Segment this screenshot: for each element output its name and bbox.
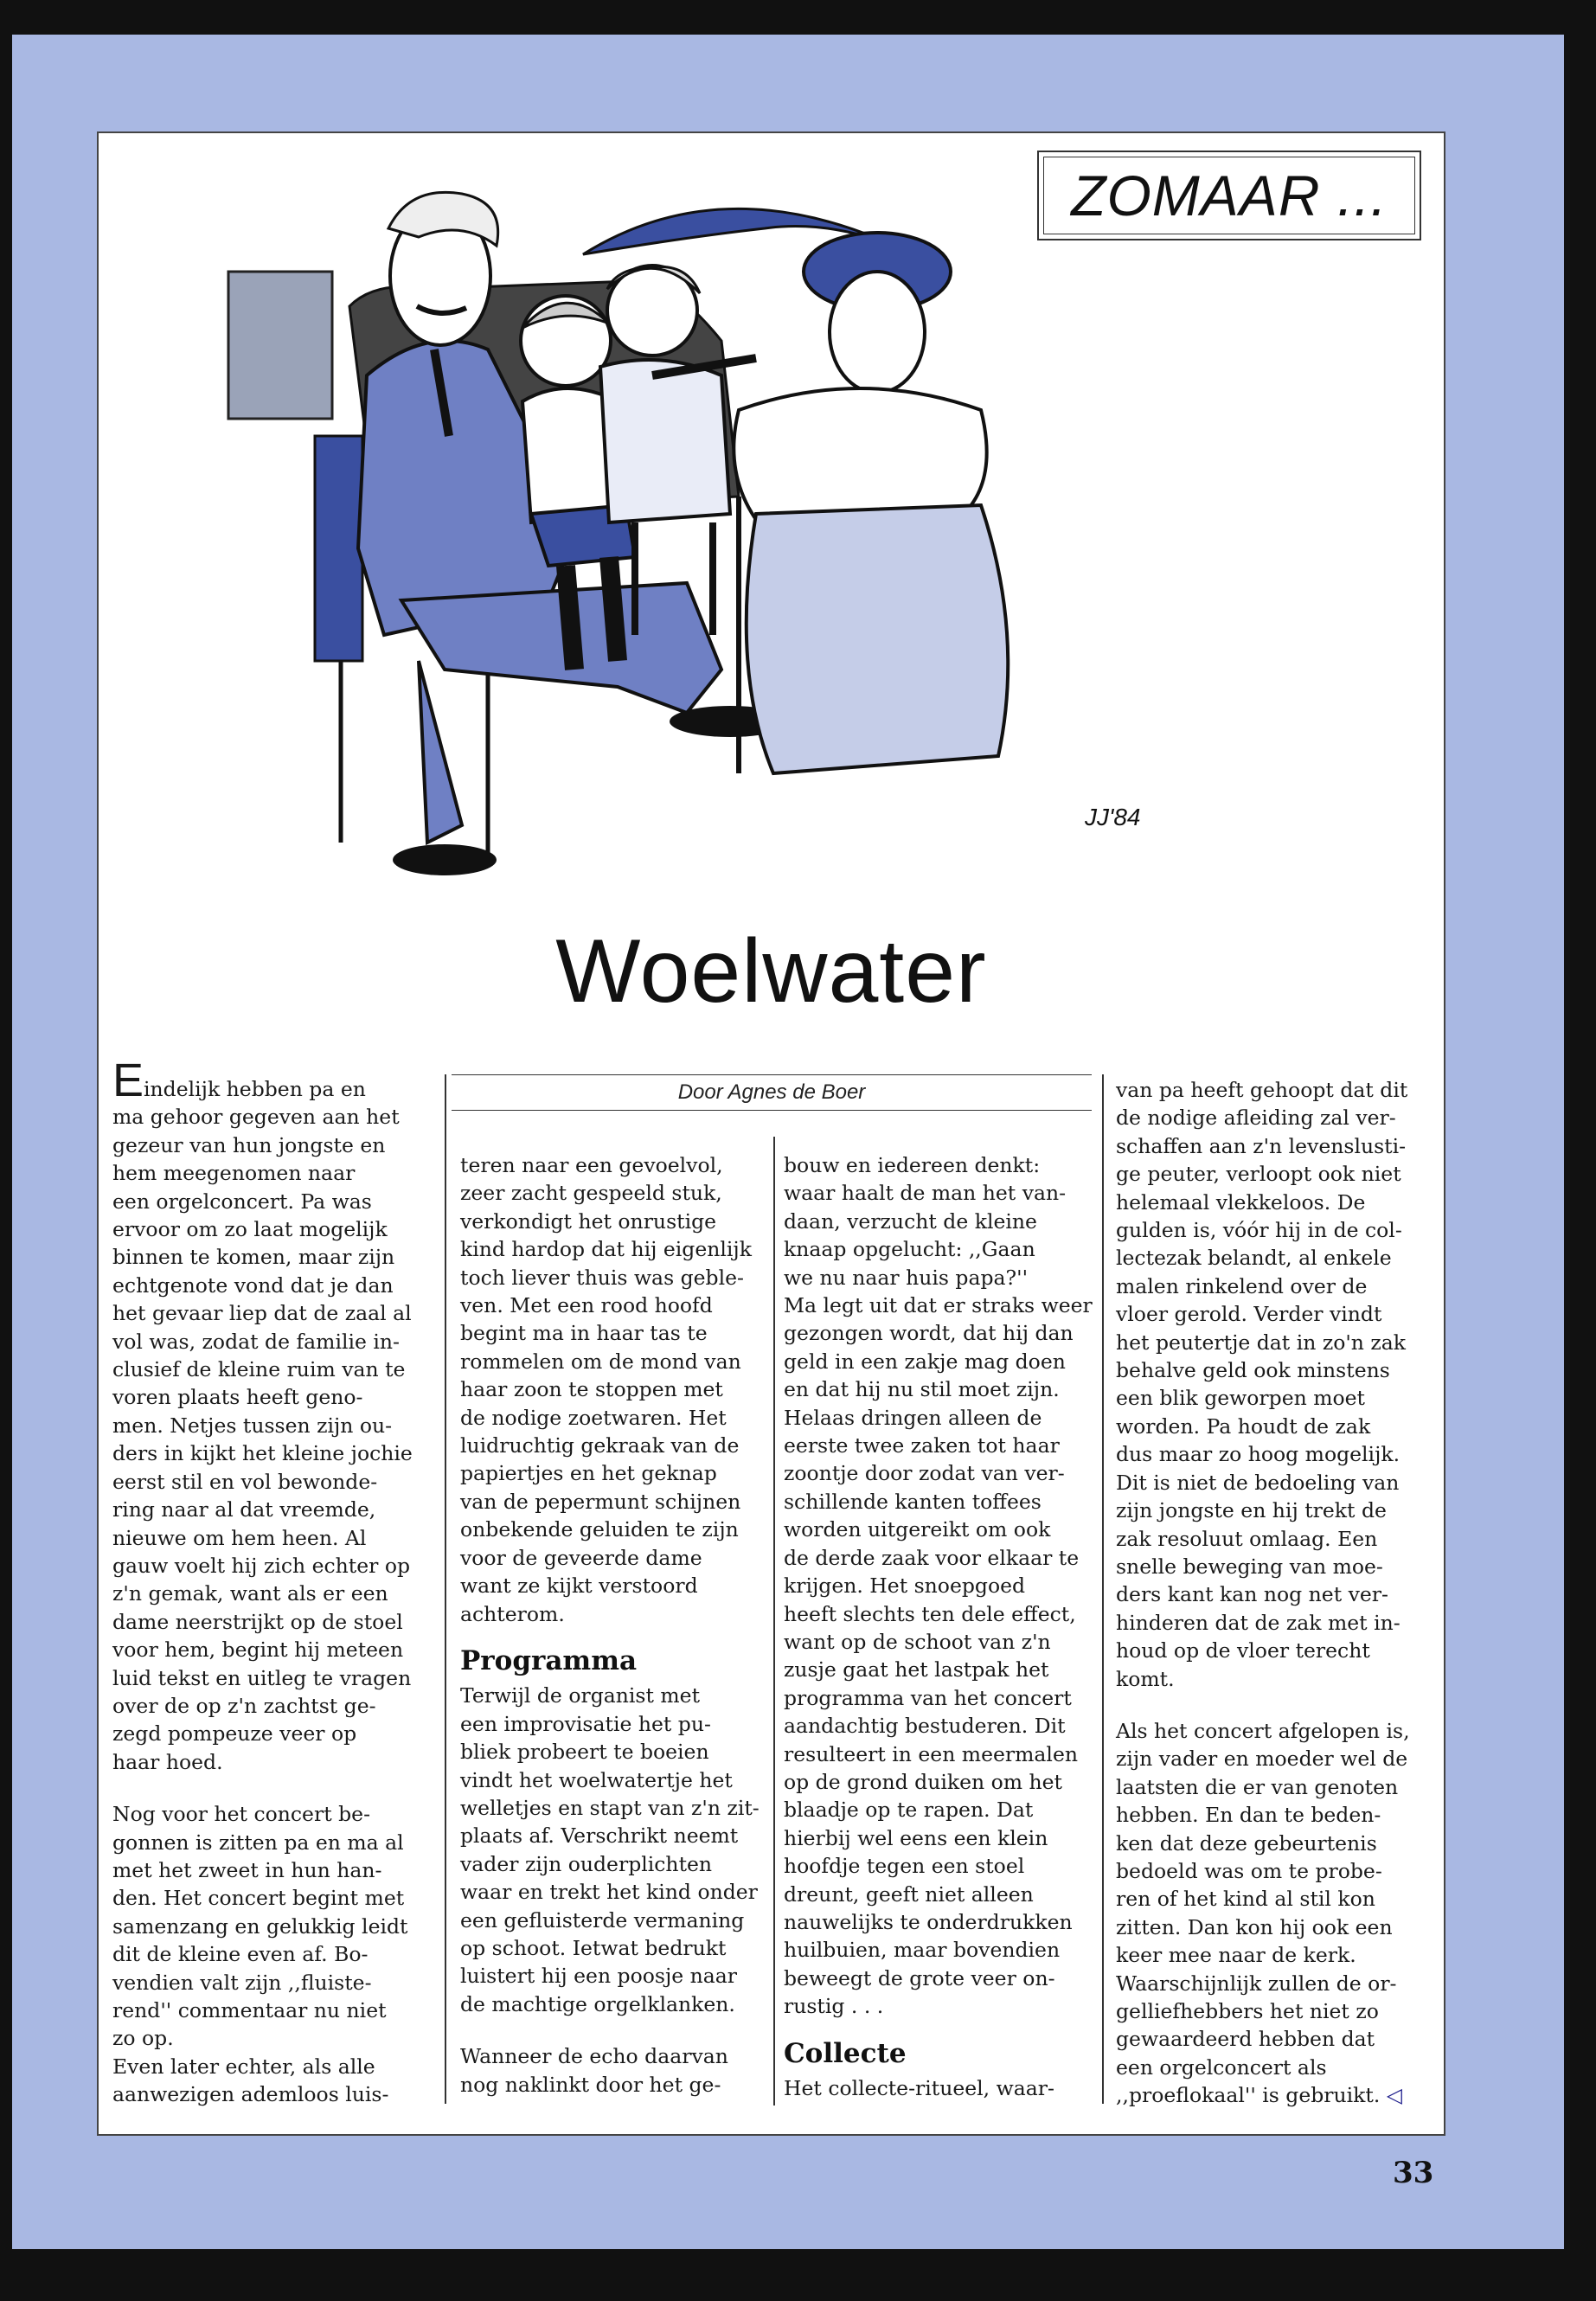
father-shoe <box>393 844 497 875</box>
subheading-programma: Programma <box>460 1644 638 1676</box>
column-rule <box>445 1074 446 2104</box>
paragraph: teren naar een gevoelvol, zeer zacht gespeeld stuk, verkondigt het onrustige kind hardop dat hij eigenlijk toch liever thuis was geble- ven. Met een rood hoofd begint ma in haar tas te rommelen om de mond van haar zoon te stoppen met de nodige zoetwaren. Het luidruchtig gekraak van de papiertjes en het geknap van de pepermunt schijnen onbekende geluiden te zijn voor de geveerde dame want ze kijkt verstoord achterom. <box>460 1153 752 1626</box>
girl-dress <box>600 360 730 522</box>
boy-leg <box>609 557 618 661</box>
subheading-collecte: Collecte <box>784 2037 907 2069</box>
drop-cap: E <box>112 1054 144 1106</box>
scan-border-left <box>0 0 12 2301</box>
article-column-1 <box>112 1054 433 2109</box>
paragraph: Nog voor het concert be- gonnen is zitten pa en ma al met het zweet in hun han- den. Het concert begint met samenzang en gelukkig leidt dit de kleine even af. Bo- vendien valt zijn ,,fluiste- rend'' commentaar nu niet zo op. Even later echter, als alle aanwezigen ademloos luis- <box>112 1802 408 2107</box>
article-column-3 <box>784 1151 1095 2102</box>
end-of-article-icon: ◁ <box>1386 2083 1402 2108</box>
article-panel <box>97 131 1445 2136</box>
scan-border-top <box>0 0 1596 35</box>
paragraph: Als het concert afgelopen is, zijn vader en moeder wel de laatsten die er van genoten hebben. En dan te beden- ken dat deze gebeurtenis bedoeld was om te probe- ren of het kind al stil kon zitten. Dan kon hij ook een keer mee naar de kerk. Waarschijnlijk zullen de or- gelliefhebbers het niet zo gewaardeerd hebben dat een orgelconcert als ,,proeflokaal'' is gebruikt. <box>1116 1718 1410 2108</box>
father-leg <box>419 661 462 843</box>
section-label: ZOMAAR ... <box>1043 157 1415 234</box>
column-rule <box>1102 1074 1104 2104</box>
boy-leg <box>566 566 574 670</box>
woman-coat <box>747 505 1009 773</box>
scan-border-right <box>1564 0 1596 2301</box>
article-column-2 <box>460 1151 782 2099</box>
article-column-4 <box>1116 1076 1432 2110</box>
paragraph: Het collecte-ritueel, waar- <box>784 2076 1054 2100</box>
paragraph: Terwijl de organist met een improvisatie het pu- bliek probeert te boeien vindt het woelwatertje het welletjes en stapt van z'n zit- plaats af. Verschrikt neemt vader zijn ouderplichten waar en trekt het kind onder een gefluisterde vermaning op schoot. Ietwat bedrukt luistert hij een poosje naar de machtige orgelklanken. <box>460 1683 760 2016</box>
paragraph: bouw en iedereen denkt: waar haalt de man het van- daan, verzucht de kleine knaap opgelucht: ,,Gaan we nu naar huis papa?'' Ma legt uit dat er straks weer gezongen wordt, dat hij dan geld in een zakje mag doen en dat hij nu stil moet zijn. Helaas dringen alleen de eerste twee zaken tot haar zoontje door zodat van ver- schillende kanten toffees worden uitgereikt om ook de derde zaak voor elkaar te krijgen. Het snoepgoed heeft slechts ten dele effect, want op de schoot van z'n zusje gaat het lastpak het programma van het concert aandachtig bestuderen. Dit resulteert in een meermalen op de grond duiken om het blaadje op te rapen. Dat hierbij wel eens een klein hoofdje tegen een stoel dreunt, geeft niet alleen nauwelijks te onderdrukken huilbuien, maar bovendien beweegt de grote veer on- rustig . . . <box>784 1153 1093 2019</box>
background-pattern-shape <box>228 272 332 419</box>
father-chair <box>315 436 362 661</box>
paragraph: van pa heeft gehoopt dat dit de nodige afleiding zal ver- schaffen aan z'n levenslusti- ge peuter, verloopt ook niet helemaal vlekkeloos. De gulden is, vóór hij in de col- lectezak belandt, al enkele malen rinkelend over de vloer gerold. Verder vindt het peutertje dat in zo'n zak behalve geld ook minstens een blik geworpen moet worden. Pa houdt de zak dus maar zo hoog mogelijk. Dit is niet de bedoeling van zijn jongste en hij trekt de zak resoluut omlaag. Een snelle beweging van moe- ders kant kan nog net ver- hinderen dat de zak met in- houd op de vloer terecht komt. <box>1116 1078 1408 1691</box>
article-title: Woelwater <box>555 921 987 1022</box>
byline: Door Agnes de Boer <box>452 1074 1092 1111</box>
family-at-concert-illustration <box>202 151 1171 894</box>
page-number: 33 <box>1393 2156 1434 2190</box>
woman-head <box>830 272 925 393</box>
paragraph: indelijk hebben pa en ma gehoor gegeven aan het gezeur van hun jongste en hem meegenomen naar een orgelconcert. Pa was ervoor om zo laat mogelijk binnen te komen, maar zijn echtgenote vond dat je dan het gevaar liep dat de zaal al vol was, zodat de familie in- clusief de kleine ruim van te voren plaats heeft geno- men. Netjes tussen zijn ou- ders in kijkt het kleine jochie eerst stil en vol bewonde- ring naar al dat vreemde, nieuwe om hem heen. Al gauw voelt hij zich echter op z'n gemak, want als er een dame neerstrijkt op de stoel voor hem, begint hij meteen luid tekst en uitleg te vragen over de op z'n zachtst ge- zegd pompeuze veer op haar hoed. <box>112 1077 413 1774</box>
paragraph: Wanneer de echo daarvan nog naklinkt door het ge- <box>460 2044 728 2097</box>
artist-signature: JJ'84 <box>1085 804 1141 830</box>
scan-border-bottom <box>0 2249 1596 2301</box>
